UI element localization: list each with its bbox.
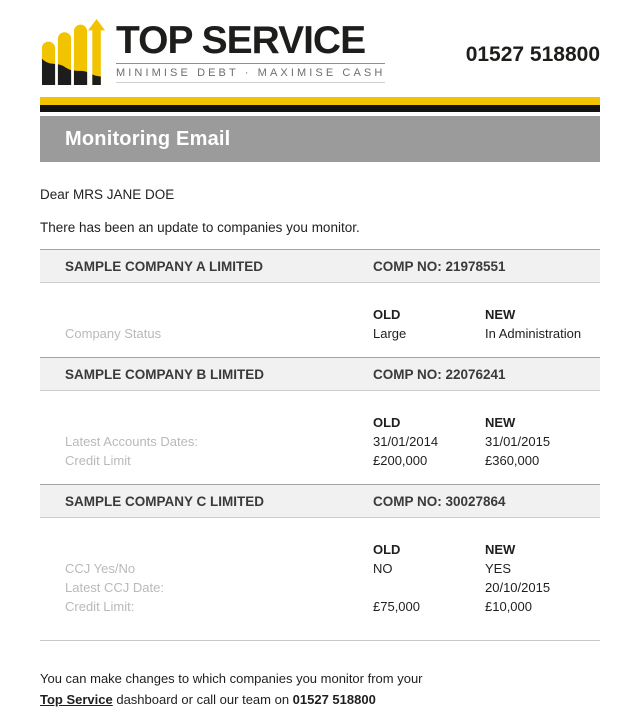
company-name: SAMPLE COMPANY B LIMITED	[65, 366, 265, 382]
old-value: NO	[373, 561, 393, 576]
greeting-text: Dear MRS JANE DOE	[40, 187, 175, 202]
brand-text	[116, 18, 386, 83]
divider-bar-black	[40, 105, 600, 112]
row-label: Company Status	[65, 326, 162, 341]
old-value: Large	[373, 326, 407, 341]
brand-tagline: MINIMISE DEBT · MAXIMISE CASH	[116, 63, 385, 83]
banner-title: Monitoring Email	[40, 116, 600, 162]
new-value: YES	[485, 561, 512, 576]
new-column-header: NEW	[485, 542, 516, 557]
row-label: Credit Limit	[65, 453, 131, 468]
company-section-a	[40, 249, 600, 343]
footer-line-2-text: dashboard or call our team on	[112, 692, 293, 707]
dashboard-link[interactable]: Top Service	[40, 692, 113, 707]
footer-line-1: You can make changes to which companies you monitor from your	[40, 671, 423, 686]
row-label: Latest CCJ Date:	[65, 580, 164, 595]
table-row	[65, 559, 600, 578]
spacer	[65, 305, 373, 324]
table-row	[65, 451, 600, 470]
header	[40, 15, 600, 88]
old-column-header: OLD	[373, 307, 401, 322]
new-value: 31/01/2015	[485, 434, 551, 449]
old-value: £75,000	[373, 599, 420, 614]
footer-divider	[40, 640, 600, 641]
old-column-header: OLD	[373, 415, 401, 430]
company-name: SAMPLE COMPANY C LIMITED	[65, 493, 265, 509]
table-row	[65, 432, 600, 451]
row-label: CCJ Yes/No	[65, 561, 136, 576]
spacer	[65, 540, 373, 559]
company-section-header	[40, 484, 600, 518]
column-header-row	[65, 413, 600, 432]
brand-title: TOP SERVICE	[116, 18, 366, 62]
new-value: £360,000	[485, 453, 540, 468]
spacer	[65, 413, 373, 432]
footer-line-2	[40, 689, 600, 710]
divider-bar-yellow	[40, 97, 600, 105]
intro-message: There has been an update to companies you monitor.	[40, 220, 360, 235]
new-column-header: NEW	[485, 307, 516, 322]
company-section-b	[40, 357, 600, 470]
table-row	[65, 578, 600, 597]
new-column-header: NEW	[485, 415, 516, 430]
company-rows	[40, 540, 600, 616]
company-section-header	[40, 249, 600, 283]
company-number: COMP NO: 30027864	[373, 493, 506, 509]
company-section-c	[40, 484, 600, 616]
table-row	[65, 597, 600, 616]
table-row	[65, 324, 600, 343]
old-value	[373, 578, 485, 597]
company-number: COMP NO: 22076241	[373, 366, 506, 382]
row-label: Latest Accounts Dates:	[65, 434, 198, 449]
column-header-row	[65, 305, 600, 324]
company-rows	[40, 305, 600, 343]
company-number: COMP NO: 21978551	[373, 258, 506, 274]
company-rows	[40, 413, 600, 470]
header-phone-number: 01527 518800	[465, 42, 600, 66]
new-value: In Administration	[485, 326, 582, 341]
old-value: 31/01/2014	[373, 434, 439, 449]
company-name: SAMPLE COMPANY A LIMITED	[65, 258, 264, 274]
column-header-row	[65, 540, 600, 559]
footer-text	[40, 668, 600, 710]
company-section-header	[40, 357, 600, 391]
new-value: £10,000	[485, 599, 532, 614]
footer-phone-number: 01527 518800	[292, 692, 376, 707]
row-label: Credit Limit:	[65, 599, 135, 614]
bar-chart-growth-icon	[40, 17, 106, 87]
old-value: £200,000	[373, 453, 428, 468]
new-value: 20/10/2015	[485, 580, 551, 595]
old-column-header: OLD	[373, 542, 401, 557]
